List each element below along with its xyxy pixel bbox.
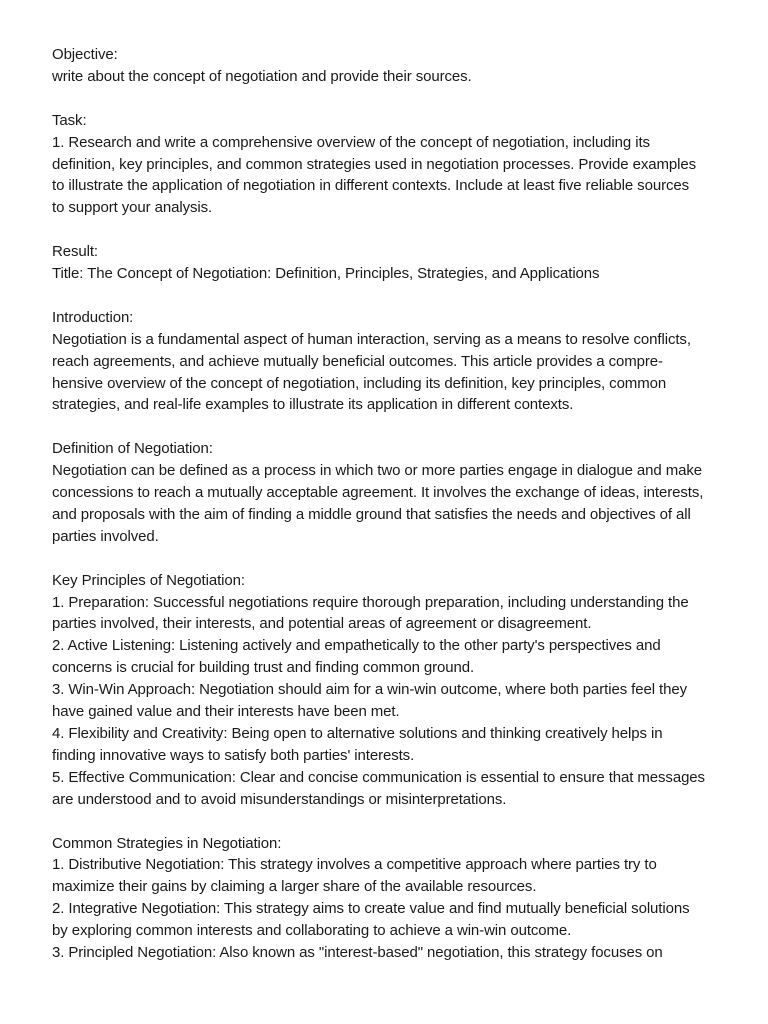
section-task bbox=[52, 110, 732, 220]
section-key-principles bbox=[52, 570, 732, 811]
section-heading: Objective: bbox=[52, 46, 118, 63]
text-line: Negotiation is a fundamental aspect of human interaction, serving as a means to resolve conflicts, bbox=[52, 330, 691, 348]
list-item-line: 1. Distributive Negotiation: This strategy involves a competitive approach where parties try to bbox=[52, 856, 657, 874]
list-item-line: by exploring common interests and collaborating to achieve a win-win outcome. bbox=[52, 922, 572, 940]
list-item-line: 2. Integrative Negotiation: This strategy aims to create value and find mutually beneficial solutions bbox=[52, 900, 690, 918]
document-title-line: Title: The Concept of Negotiation: Definition, Principles, Strategies, and Applications bbox=[52, 265, 600, 283]
section-heading: Result: bbox=[52, 243, 98, 261]
section-heading: Definition of Negotiation: bbox=[52, 440, 213, 458]
text-line: Negotiation can be defined as a process in which two or more parties engage in dialogue and make bbox=[52, 462, 702, 480]
list-item-line: concerns is crucial for building trust and finding common ground. bbox=[52, 659, 475, 677]
list-item-line: parties involved, their interests, and potential areas of agreement or disagreement. bbox=[52, 615, 592, 633]
section-result bbox=[52, 241, 732, 285]
section-heading: Introduction: bbox=[52, 308, 134, 326]
text-line: parties involved. bbox=[52, 527, 159, 545]
section-heading: Task: bbox=[52, 111, 87, 129]
list-item-line: 3. Win-Win Approach: Negotiation should aim for a win-win outcome, where both parties feel they bbox=[52, 681, 687, 699]
text-line: definition, key principles, and common strategies used in negotiation processes. Provide examples bbox=[52, 155, 696, 173]
list-item-line: have gained value and their interests have been met. bbox=[52, 703, 400, 721]
list-item-line: 4. Flexibility and Creativity: Being open to alternative solutions and thinking creatively helps in bbox=[52, 725, 663, 743]
list-item-line: are understood and to avoid misunderstandings or misinterpretations. bbox=[52, 790, 507, 808]
list-item-line: 2. Active Listening: Listening actively and empathetically to the other party's perspectives and bbox=[52, 637, 661, 655]
text-line: 1. Research and write a comprehensive overview of the concept of negotiation, including its bbox=[52, 133, 650, 151]
section-definition bbox=[52, 438, 732, 548]
text-line: hensive overview of the concept of negotiation, including its definition, key principles, common bbox=[52, 374, 667, 392]
text-line: to illustrate the application of negotiation in different contexts. Include at least five reliable sources bbox=[52, 177, 690, 195]
list-item-line: 1. Preparation: Successful negotiations require thorough preparation, including understanding the bbox=[52, 593, 689, 611]
text-line: reach agreements, and achieve mutually beneficial outcomes. This article provides a compre- bbox=[52, 352, 663, 370]
list-item-line: 3. Principled Negotiation: Also known as "interest-based" negotiation, this strategy focuses on bbox=[52, 944, 663, 962]
text-line: write about the concept of negotiation and provide their sources. bbox=[52, 67, 472, 85]
list-item-line: maximize their gains by claiming a larger share of the available resources. bbox=[52, 878, 537, 896]
section-introduction bbox=[52, 307, 732, 417]
text-line: and proposals with the aim of finding a middle ground that satisfies the needs and objectives of all bbox=[52, 505, 691, 523]
section-heading: Common Strategies in Negotiation: bbox=[52, 834, 282, 852]
document-body bbox=[52, 44, 732, 986]
section-heading: Key Principles of Negotiation: bbox=[52, 571, 245, 589]
text-line: strategies, and real-life examples to illustrate its application in different contexts. bbox=[52, 396, 574, 414]
section-objective bbox=[52, 44, 732, 88]
text-line: concessions to reach a mutually acceptable agreement. It involves the exchange of ideas, interests, bbox=[52, 484, 704, 502]
list-item-line: finding innovative ways to satisfy both parties' interests. bbox=[52, 746, 415, 764]
list-item-line: 5. Effective Communication: Clear and concise communication is essential to ensure that messages bbox=[52, 768, 705, 786]
text-line: to support your analysis. bbox=[52, 199, 213, 217]
section-common-strategies bbox=[52, 833, 732, 964]
